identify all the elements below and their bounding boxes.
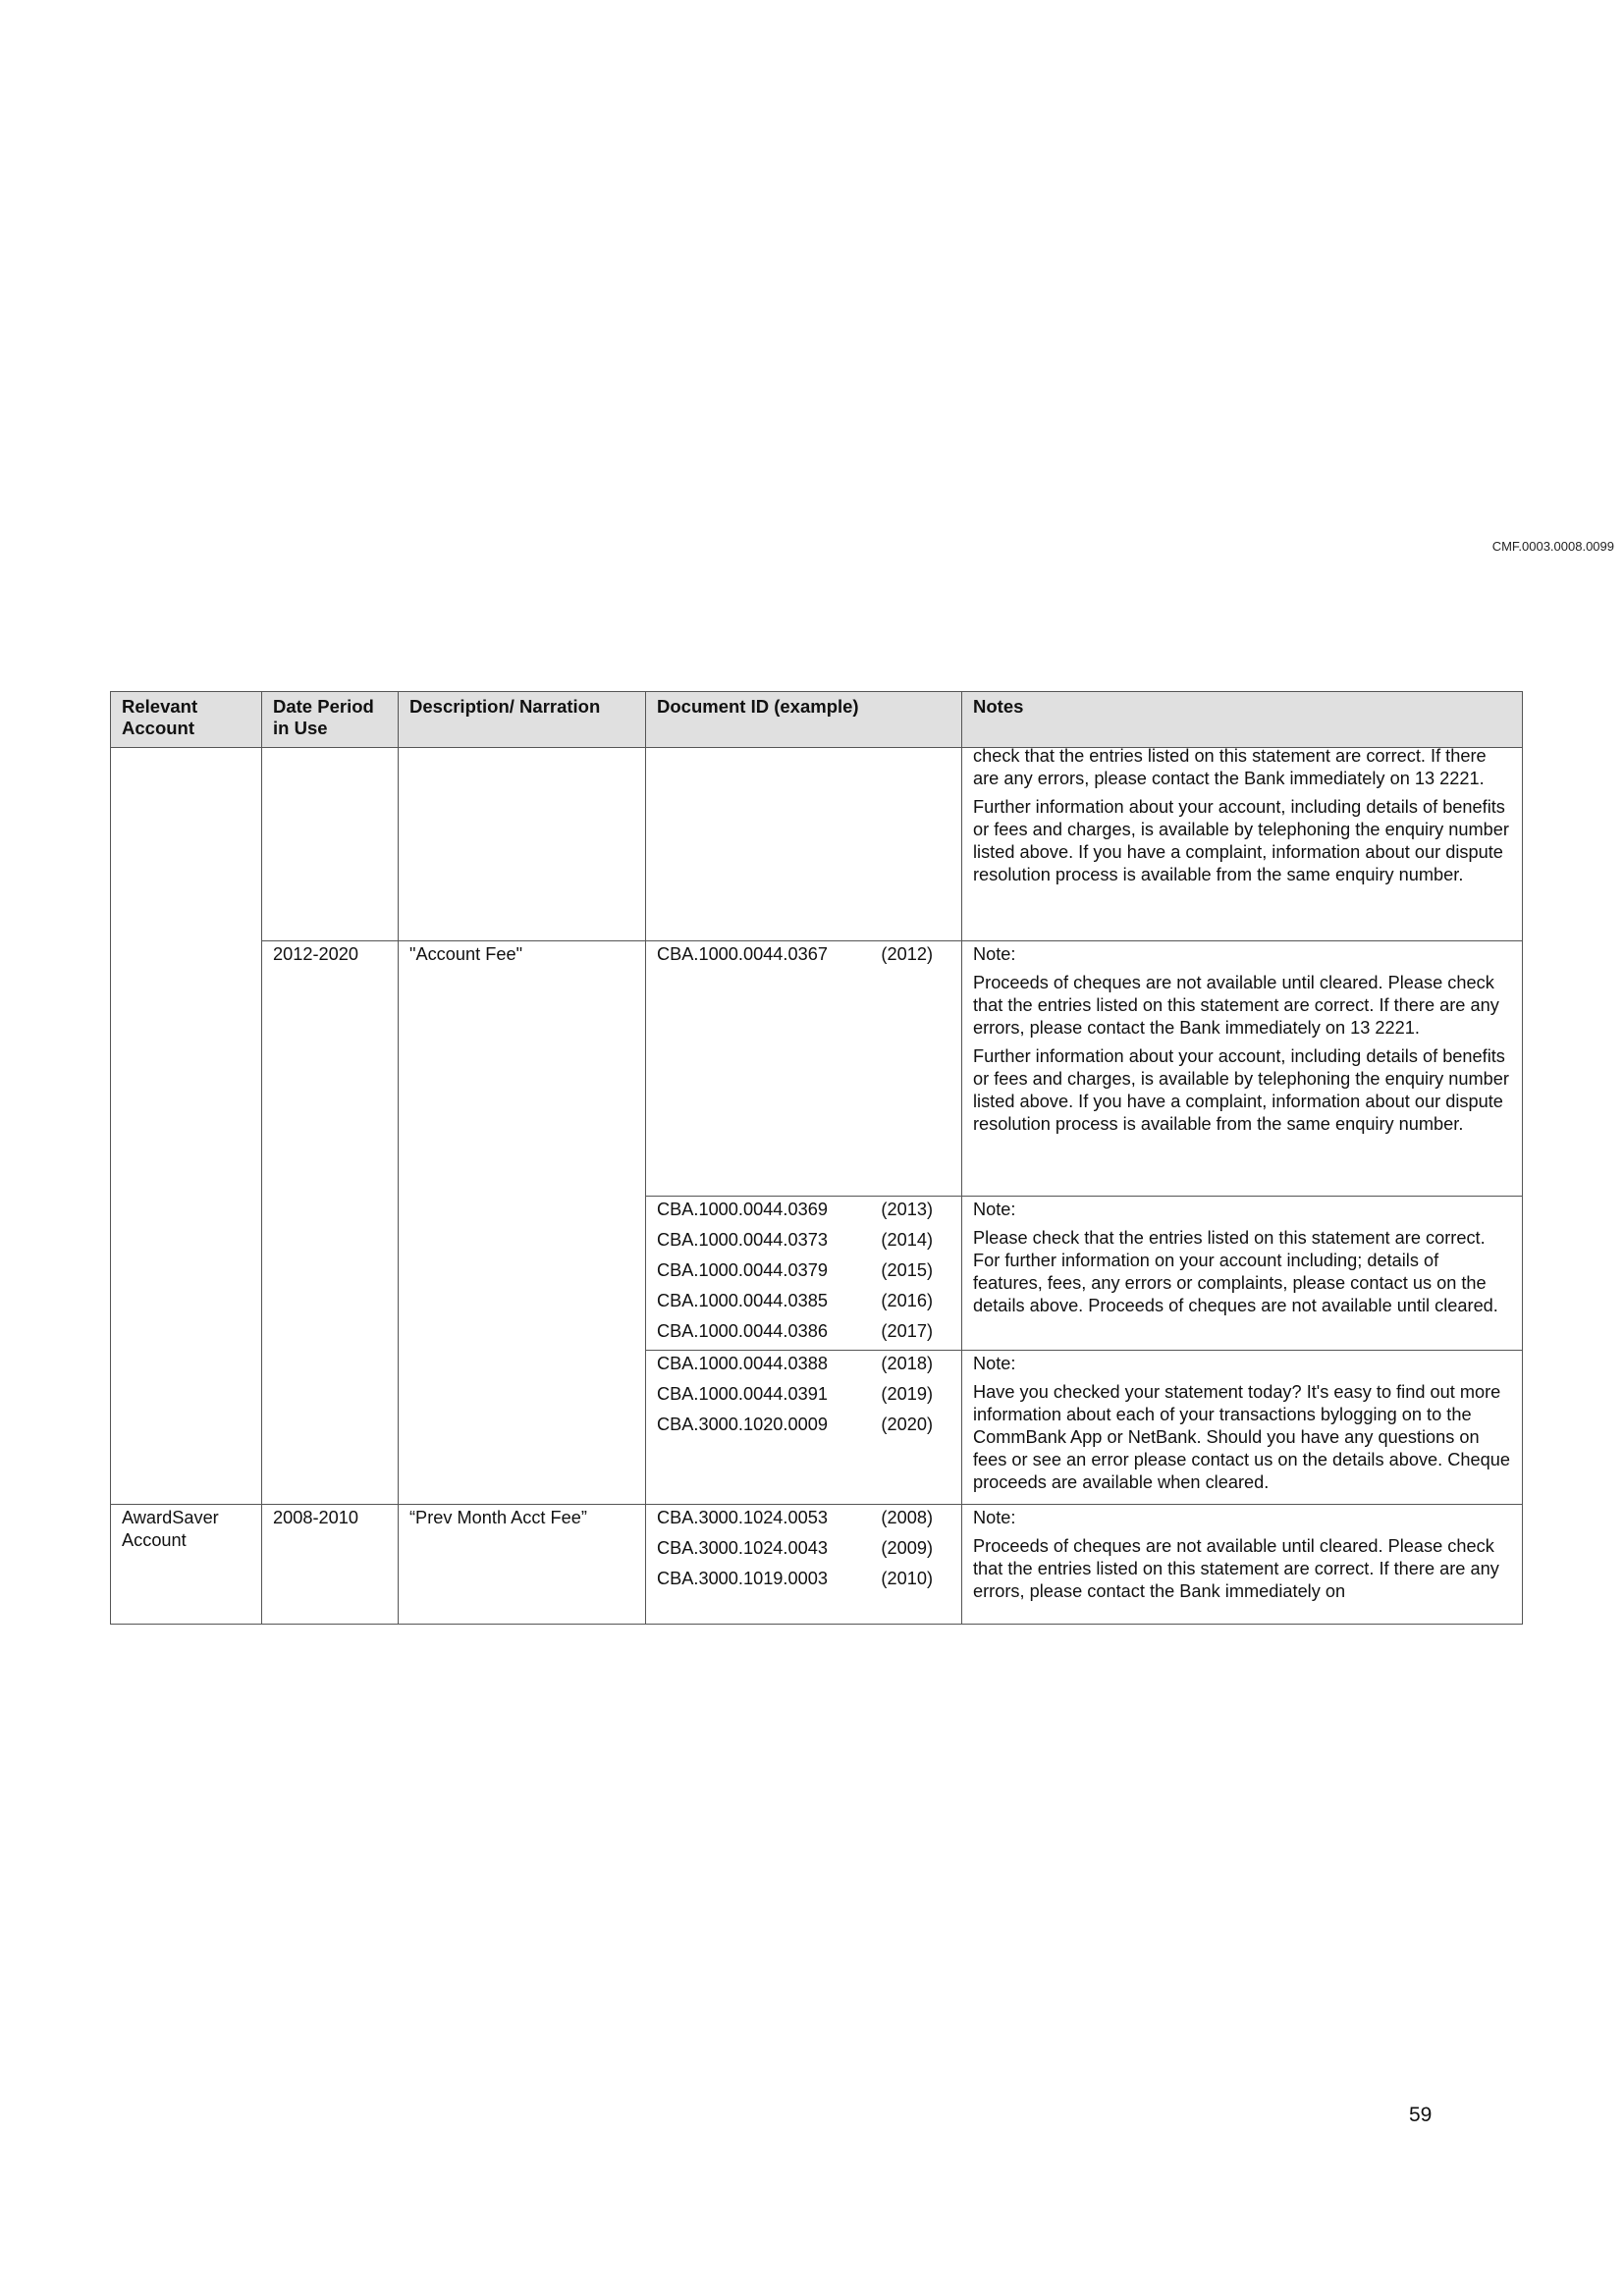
notes-cell [962,1197,1523,1351]
period-cell: 2008-2010 [262,1505,399,1625]
header-date-period: Date Period in Use [262,692,399,748]
table-header-row [111,692,1523,748]
notes-cell [962,748,1523,941]
period-cell: 2012-2020 [262,941,399,1505]
document-id-entry [657,1229,950,1259]
notes-label: Note: [973,1354,1016,1373]
document-id: CBA.3000.1024.0043 [657,1538,828,1558]
fee-narration-table [110,691,1523,1625]
header-relevant-account: Relevant Account [111,692,262,748]
notes-paragraph: check that the entries listed on this statement are correct. If there are any errors, please contact the Bank immediately on 13 2221. [973,746,1487,788]
page-number: 59 [1409,2104,1433,2126]
document-id: CBA.3000.1024.0053 [657,1508,828,1527]
document-year: (2016) [881,1291,933,1310]
document-id: CBA.1000.0044.0379 [657,1260,828,1280]
document-id-cell [646,748,962,941]
document-year: (2018) [881,1354,933,1373]
document-id-entry [657,1414,950,1444]
notes-paragraph: Have you checked your statement today? It's easy to find out more information about each of your transactions bylogging on to the CommBank App or NetBank. Should you have any questions on fees or see an error please contact us on the details above. Cheque proceeds are available when cleared. [973,1382,1510,1492]
document-id-entry [657,1290,950,1320]
document-id-entry [657,1507,950,1537]
document-id-entry [657,1259,950,1290]
notes-paragraph: Proceeds of cheques are not available until cleared. Please check that the entries listed on this statement are correct. If there are any errors, please contact the Bank immediately on [973,1536,1499,1601]
account-cell [111,748,262,1505]
document-id: CBA.3000.1020.0009 [657,1415,828,1434]
document-id: CBA.1000.0044.0388 [657,1354,828,1373]
document-id-cell [646,1197,962,1351]
document-id-cell [646,941,962,1197]
notes-label: Note: [973,1508,1016,1527]
document-id-cell [646,1351,962,1505]
document-id-entry [657,1353,950,1383]
document-year: (2015) [881,1260,933,1280]
document-year: (2012) [881,944,933,964]
document-id: CBA.3000.1019.0003 [657,1569,828,1588]
table-row [111,941,1523,1197]
document-year: (2013) [881,1200,933,1219]
header-document-id: Document ID (example) [646,692,962,748]
document-id: CBA.1000.0044.0386 [657,1321,828,1341]
document-year: (2017) [881,1321,933,1341]
document-id-entry [657,1320,950,1343]
document-id-entry [657,1199,950,1229]
document-id: CBA.1000.0044.0369 [657,1200,828,1219]
notes-cell [962,1351,1523,1505]
notes-cell [962,941,1523,1197]
document-year: (2020) [881,1415,933,1434]
document-id-entry [657,943,950,974]
table-row [111,748,1523,941]
period-cell [262,748,399,941]
notes-paragraph: Further information about your account, including details of benefits or fees and charges, is available by telephoning the enquiry number listed above. If you have a complaint, information about our dispute resolution process is available from the same enquiry number. [973,797,1509,884]
document-id: CBA.1000.0044.0391 [657,1384,828,1404]
document-reference: CMF.0003.0008.0099 [1491,539,1614,554]
table-row [111,1505,1523,1625]
header-notes: Notes [962,692,1523,748]
document-id: CBA.1000.0044.0385 [657,1291,828,1310]
notes-label: Note: [973,944,1016,964]
document-id-entry [657,1537,950,1568]
document-id: CBA.1000.0044.0367 [657,944,828,964]
description-cell: “Prev Month Acct Fee” [399,1505,646,1625]
document-year: (2014) [881,1230,933,1250]
header-description: Description/ Narration [399,692,646,748]
notes-label: Note: [973,1200,1016,1219]
document-id-cell [646,1505,962,1625]
document-year: (2019) [881,1384,933,1404]
document-id: CBA.1000.0044.0373 [657,1230,828,1250]
notes-paragraph: Please check that the entries listed on this statement are correct. For further information on your account including; details of features, fees, any errors or complaints, please contact us on the details above. Proceeds of cheques are not available until cleared. [973,1228,1498,1315]
notes-paragraph: Proceeds of cheques are not available until cleared. Please check that the entries listed on this statement are correct. If there are any errors, please contact the Bank immediately on 13 2221. [973,973,1499,1038]
document-id-entry [657,1568,950,1598]
description-cell [399,748,646,941]
document-id-entry [657,1383,950,1414]
document-year: (2009) [881,1538,933,1558]
notes-cell [962,1505,1523,1625]
account-cell: AwardSaver Account [111,1505,262,1625]
document-year: (2010) [881,1569,933,1588]
description-cell: "Account Fee" [399,941,646,1505]
document-year: (2008) [881,1508,933,1527]
notes-paragraph: Further information about your account, including details of benefits or fees and charges, is available by telephoning the enquiry number listed above. If you have a complaint, information about our dispute resolution process is available from the same enquiry number. [973,1046,1509,1134]
